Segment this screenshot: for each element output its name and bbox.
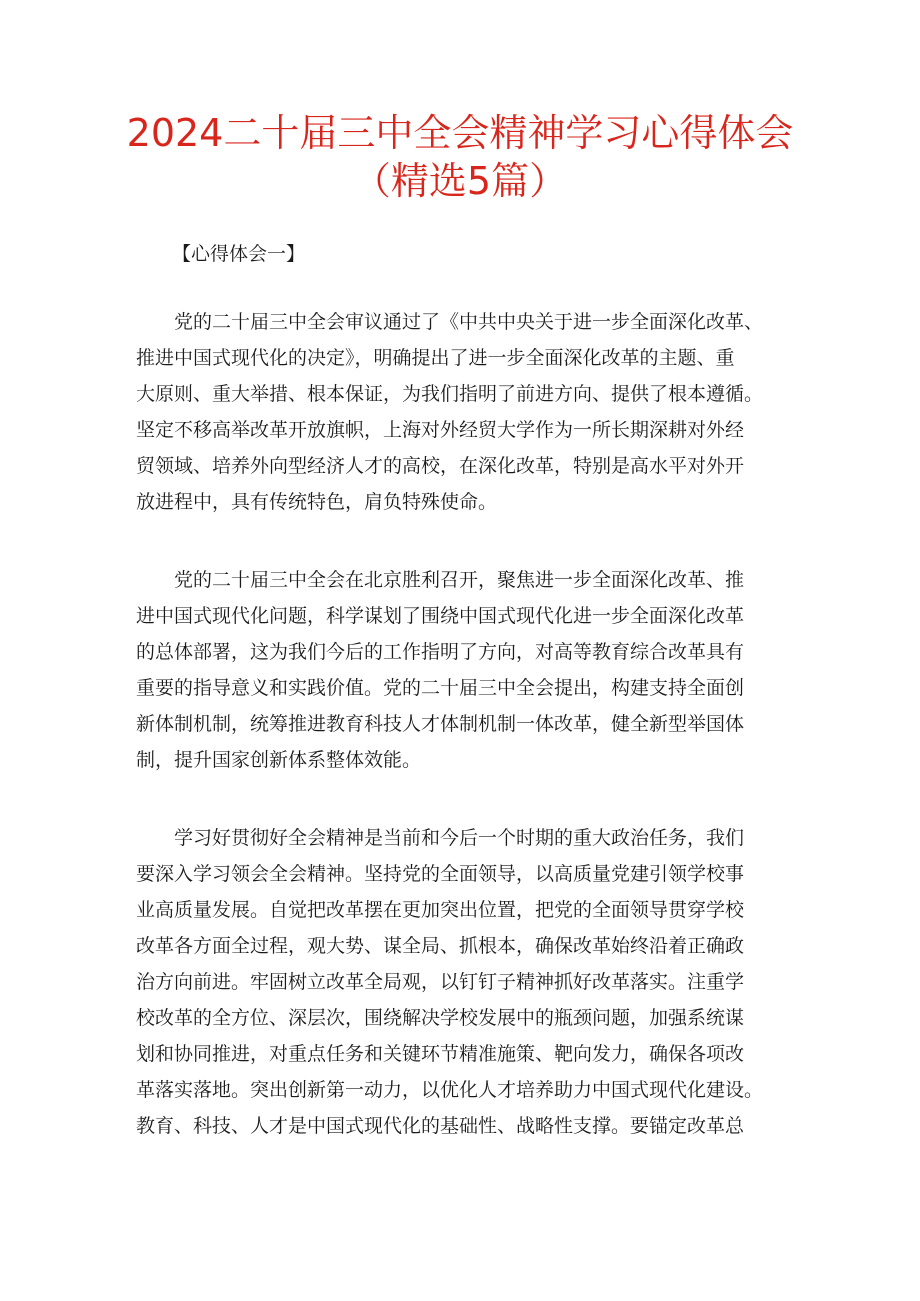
paragraph-line: 推进中国式现代化的决定》，明确提出了进一步全面深化改革的主题、重	[136, 347, 735, 369]
paragraph-line: 校改革的全方位、深层次，围绕解决学校发展中的瓶颈问题，加强系统谋	[136, 1007, 745, 1029]
paragraph-line: 业高质量发展。自觉把改革摆在更加突出位置，把党的全面领导贯穿学校	[136, 899, 745, 921]
document-title-line-1: 2024二十届三中全会精神学习心得体会	[126, 111, 794, 155]
paragraph-line: 要深入学习领会全会精神。坚持党的全面领导，以高质量党建引领学校事	[136, 863, 745, 885]
paragraph-line: 治方向前进。牢固树立改革全局观，以钉钉子精神抓好改革落实。注重学	[136, 971, 745, 993]
paragraph-line: 贸领域、培养外向型经济人才的高校，在深化改革，特别是高水平对外开	[136, 455, 745, 477]
paragraph-line: 的总体部署，这为我们今后的工作指明了方向，对高等教育综合改革具有	[136, 641, 745, 663]
paragraph-line: 进中国式现代化问题，科学谋划了围绕中国式现代化进一步全面深化改革	[136, 605, 745, 627]
paragraph-line: 坚定不移高举改革开放旗帜，上海对外经贸大学作为一所长期深耕对外经	[136, 419, 745, 441]
paragraph-line: 党的二十届三中全会审议通过了《中共中央关于进一步全面深化改革、	[136, 311, 764, 333]
document-title-line-2: （精选5篇）	[352, 159, 568, 203]
paragraph-line: 放进程中，具有传统特色，肩负特殊使命。	[136, 491, 498, 513]
paragraph-line: 制，提升国家创新体系整体效能。	[136, 749, 422, 771]
paragraph-line: 大原则、重大举措、根本保证，为我们指明了前进方向、提供了根本遵循。	[136, 383, 764, 405]
paragraph-line: 革落实落地。突出创新第一动力，以优化人才培养助力中国式现代化建设。	[136, 1079, 764, 1101]
paragraph-line: 划和协同推进，对重点任务和关键环节精准施策、靶向发力，确保各项改	[136, 1043, 745, 1065]
paragraph-line: 教育、科技、人才是中国式现代化的基础性、战略性支撑。要锚定改革总	[136, 1115, 745, 1137]
paragraph-line: 学习好贯彻好全会精神是当前和今后一个时期的重大政治任务，我们	[136, 827, 745, 849]
paragraph-line: 新体制机制，统筹推进教育科技人才体制机制一体改革，健全新型举国体	[136, 713, 745, 735]
paragraph-line: 改革各方面全过程，观大势、谋全局、抓根本，确保改革始终沿着正确政	[136, 935, 745, 957]
section-heading: 【心得体会一】	[172, 243, 306, 265]
paragraph-line: 党的二十届三中全会在北京胜利召开，聚焦进一步全面深化改革、推	[136, 569, 745, 591]
paragraph-line: 重要的指导意义和实践价值。党的二十届三中全会提出，构建支持全面创	[136, 677, 745, 699]
